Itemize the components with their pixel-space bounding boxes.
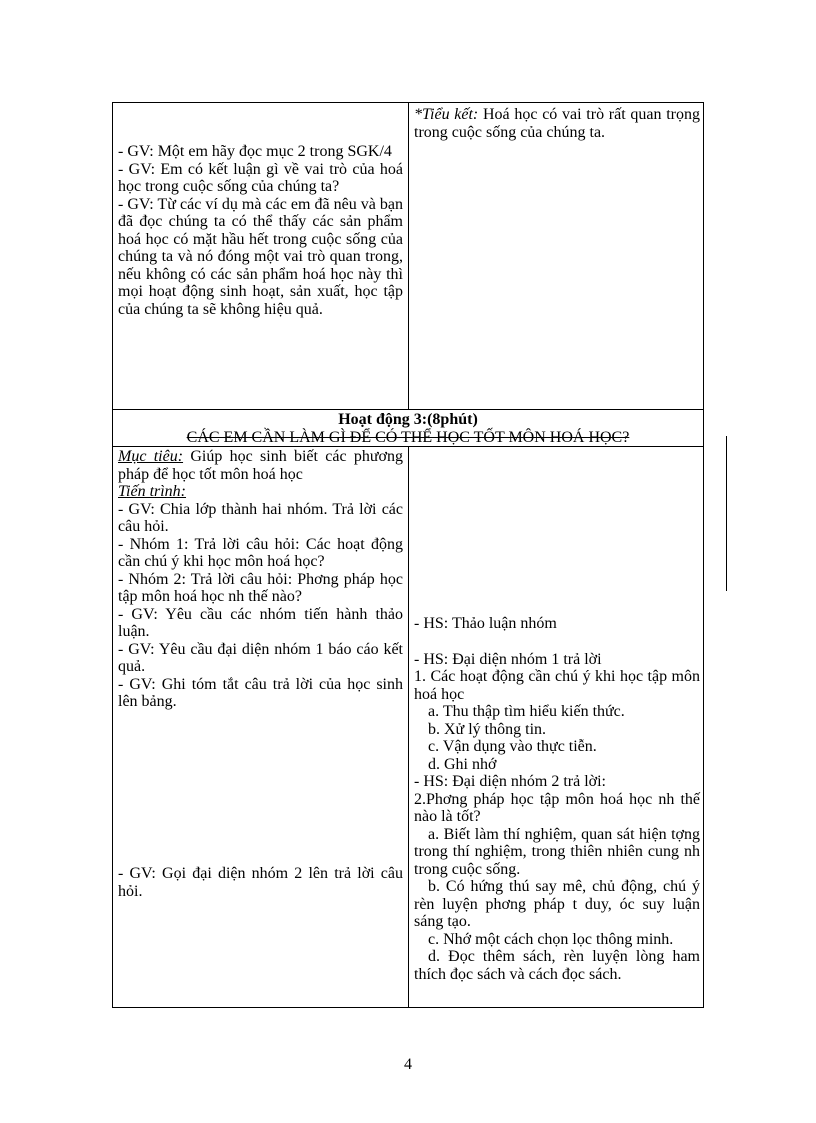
row2-left-cell (114, 448, 407, 711)
hs-group1-item-b: b. Xử lý thông tin. (428, 720, 547, 738)
objective-text: Giúp học sinh biết các phương pháp để học tốt môn hoá học (118, 448, 404, 483)
row1-left-line-3: - GV: Từ các ví dụ mà các em đã nêu và bạn đã đọc chúng ta có thể thấy các sản phẩm hoá học có mặt hầu hết trong cuộc sống của chúng ta và nó đóng một vai trò quan trong, nếu không có các sản phẩm hoá học này thì mọi hoạt động sinh hoạt, sản xuất, học tập của chúng ta sẽ không hiệu quả. (118, 195, 403, 318)
row1-bottom-border (112, 409, 704, 410)
hs-group1-item-a: a. Thu thập tìm hiểu kiến thức. (428, 703, 625, 720)
activity-heading: Hoạt động 3:(8phút) (338, 411, 478, 428)
row1-left-line-2: - GV: Em có kết luận gì về vai trò của hoá học trong cuộc sống của chúng ta? (118, 160, 403, 195)
objective-label: Mục tiêu: (118, 448, 184, 465)
row2-left-cell-bottom (114, 865, 407, 900)
page-number: 4 (404, 1056, 412, 1073)
hs-group2-question: 2.Phơng pháp học tập môn hoá học nh thế nào là tốt? (414, 790, 700, 825)
row2-left-line-2: - Nhóm 1: Trả lời câu hỏi: Các hoạt động cần chú ý khi học môn hoá học? (118, 535, 403, 570)
hs-group1-head: - HS: Đại diện nhóm 1 trả lời (414, 650, 602, 668)
row2-left-line-3: - Nhóm 2: Trả lời câu hỏi: Phơng pháp học tập môn hoá học nh thế nào? (118, 570, 403, 605)
activity-subheading: CÁC EM CẦN LÀM GÌ ĐỂ CÓ THỂ HỌC TỐT MÔN HOÁ HỌC? (186, 428, 630, 446)
hs-group2-item-c: c. Nhớ một cách chọn lọc thông minh. (428, 930, 674, 948)
margin-line (726, 436, 727, 591)
summary-label: *Tiểu kết: (414, 106, 479, 123)
row2-divider (408, 446, 409, 1008)
hs-group2-item-a: a. Biết làm thí nghiệm, quan sát hiện tợng trong thí nghiệm, trong thiên nhiên cung nh trong cuộc sống. (414, 825, 700, 878)
row2-left-last: - GV: Gọi đại diện nhóm 2 lên trả lời câu hỏi. (118, 865, 403, 900)
row2-right-cell (410, 615, 704, 983)
row2-left-line-1: - GV: Chia lớp thành hai nhóm. Trả lời các câu hỏi. (118, 500, 403, 535)
row1-right-cell (410, 106, 704, 141)
row2-left-line-4: - GV: Yêu cầu các nhóm tiến hành thảo luận. (118, 605, 403, 640)
row2-left-line-6: - GV: Ghi tóm tắt câu trả lời của học sinh lên bảng. (118, 675, 403, 710)
activity-heading-cell (112, 411, 704, 446)
hs-group1-item-d: d. Ghi nhớ (428, 755, 497, 773)
hs-group1-question: 1. Các hoạt động cần chú ý khi học tập môn hoá học (414, 668, 700, 703)
summary-text: Hoá học có vai trò rất quan trọng trong cuộc sống của chúng ta. (414, 106, 700, 141)
row2-left-line-5: - GV: Yêu cầu đại diện nhóm 1 báo cáo kết quả. (118, 640, 403, 675)
process-label: Tiến trình: (118, 483, 187, 500)
row1-left-cell (114, 143, 407, 318)
row1-left-line-1: - GV: Một em hãy đọc mục 2 trong SGK/4 (118, 143, 392, 160)
hs-group1-item-c: c. Vận dụng vào thực tiễn. (428, 738, 597, 755)
row1-divider (408, 102, 409, 409)
hs-group2-item-b: b. Có hứng thú say mê, chủ động, chú ý rèn luyện phơng pháp t duy, óc suy luận sáng tạo. (414, 878, 700, 930)
hs-group2-item-d: d. Đọc thêm sách, rèn luyện lòng ham thích đọc sách và cách đọc sách. (414, 948, 700, 983)
hs-discuss: - HS: Thảo luận nhóm (414, 615, 557, 632)
hs-group2-head: - HS: Đại diện nhóm 2 trả lời: (414, 773, 606, 790)
